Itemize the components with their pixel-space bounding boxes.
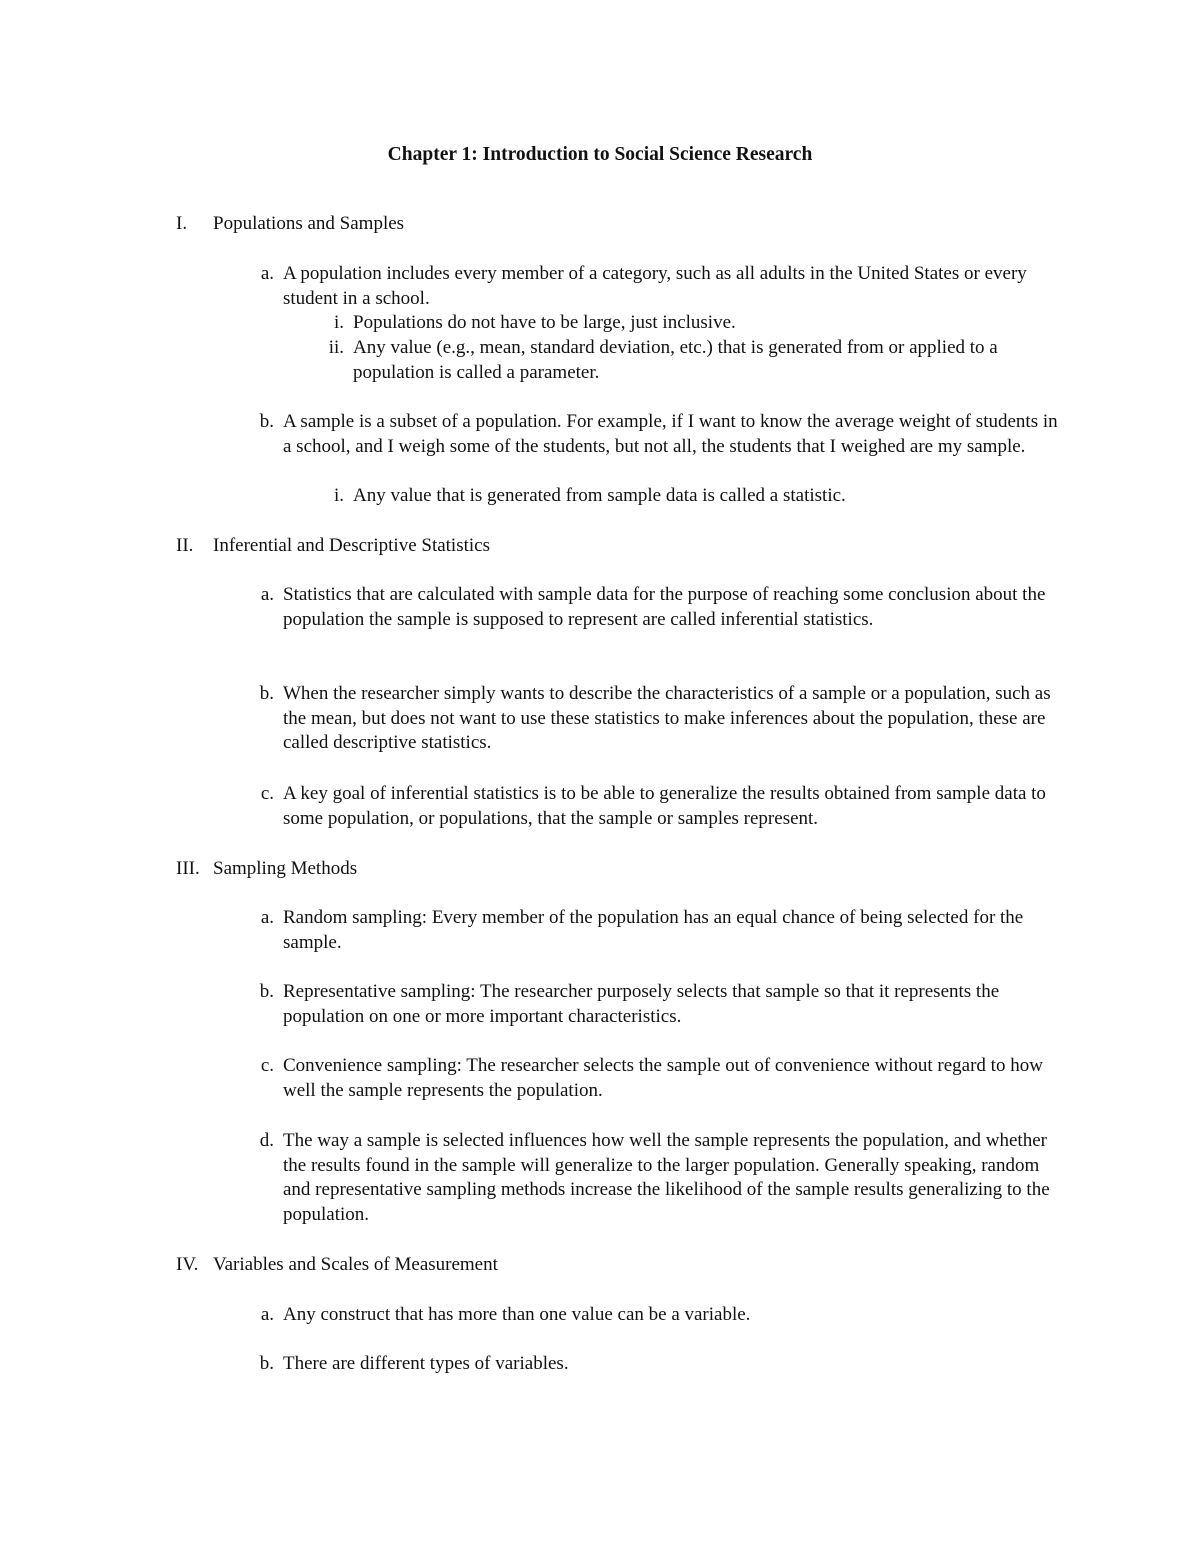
list-item (260, 782, 1061, 831)
list-item (260, 262, 1061, 311)
list-item (260, 906, 1061, 955)
section-title: Variables and Scales of Measurement (213, 1254, 498, 1275)
list-item-text: A population includes every member of a category, such as all adults in the United States or every student in a school. (283, 263, 1027, 309)
list-item (260, 1054, 1061, 1103)
list-subitem (333, 484, 1061, 509)
list-item-text: Representative sampling: The researcher purposely selects that sample so that it represents the population on one or more important characteristics. (283, 981, 1000, 1027)
list-marker: a. (260, 907, 274, 928)
section-heading (176, 212, 776, 237)
list-item (259, 980, 1061, 1029)
list-marker: b. (259, 981, 274, 1002)
list-marker: c. (260, 1055, 274, 1076)
list-item-text: Any value (e.g., mean, standard deviation, etc.) that is generated from or applied to a population is called a parameter. (353, 337, 998, 383)
list-item-text: The way a sample is selected influences how well the sample represents the population, and whether the results found in the sample will generalize to the larger population. Generally speaking, random and representative sampling methods increase the likelihood of the sample results generalizing to the population. (283, 1130, 1050, 1225)
list-marker: i. (333, 312, 344, 333)
list-item-text: There are different types of variables. (283, 1353, 569, 1374)
list-item-text: Any construct that has more than one value can be a variable. (283, 1304, 751, 1325)
list-item (260, 583, 1061, 632)
list-item-text: A sample is a subset of a population. For example, if I want to know the average weight of students in a school, and I weigh some of the students, but not all, the students that I weighed are my sample. (283, 411, 1058, 457)
section-numeral: IV. (176, 1254, 199, 1275)
section-numeral: I. (176, 213, 188, 234)
list-marker: b. (259, 411, 274, 432)
list-item (259, 1129, 1061, 1227)
page-title: Chapter 1: Introduction to Social Science Research (387, 144, 813, 165)
list-item-text: Random sampling: Every member of the population has an equal chance of being selected for the sample. (283, 907, 1024, 953)
list-item (259, 1352, 1061, 1377)
list-marker: ii. (328, 337, 344, 358)
list-subitem (333, 311, 1061, 336)
list-item (259, 682, 1061, 756)
list-item-text: When the researcher simply wants to describe the characteristics of a sample or a population, such as the mean, but does not want to use these statistics to make inferences about the population, these are called descriptive statistics. (283, 683, 1051, 754)
list-marker: d. (259, 1130, 274, 1151)
list-marker: i. (333, 485, 344, 506)
list-item (260, 1303, 1061, 1328)
section-title: Sampling Methods (213, 858, 358, 879)
list-item-text: Statistics that are calculated with sample data for the purpose of reaching some conclusion about the population the sample is supposed to represent are called inferential statistics. (283, 584, 1046, 630)
section-numeral: II. (176, 535, 194, 556)
list-item (259, 410, 1061, 459)
list-subitem (328, 336, 1061, 385)
list-item-text: Populations do not have to be large, just inclusive. (353, 312, 736, 333)
list-item-text: A key goal of inferential statistics is to be able to generalize the results obtained from sample data to some population, or populations, that the sample or samples represent. (283, 783, 1046, 829)
section-numeral: III. (176, 858, 200, 879)
list-marker: a. (260, 584, 274, 605)
section-heading (176, 534, 776, 559)
list-marker: a. (260, 263, 274, 284)
list-item-text: Any value that is generated from sample data is called a statistic. (353, 485, 846, 506)
section-title: Populations and Samples (213, 213, 405, 234)
list-item-text: Convenience sampling: The researcher selects the sample out of convenience without regard to how well the sample represents the population. (283, 1055, 1043, 1101)
list-marker: c. (260, 783, 274, 804)
section-title: Inferential and Descriptive Statistics (213, 535, 490, 556)
section-heading (176, 1253, 776, 1278)
section-heading (176, 857, 776, 882)
list-marker: b. (259, 683, 274, 704)
list-marker: a. (260, 1304, 274, 1325)
list-marker: b. (259, 1353, 274, 1374)
